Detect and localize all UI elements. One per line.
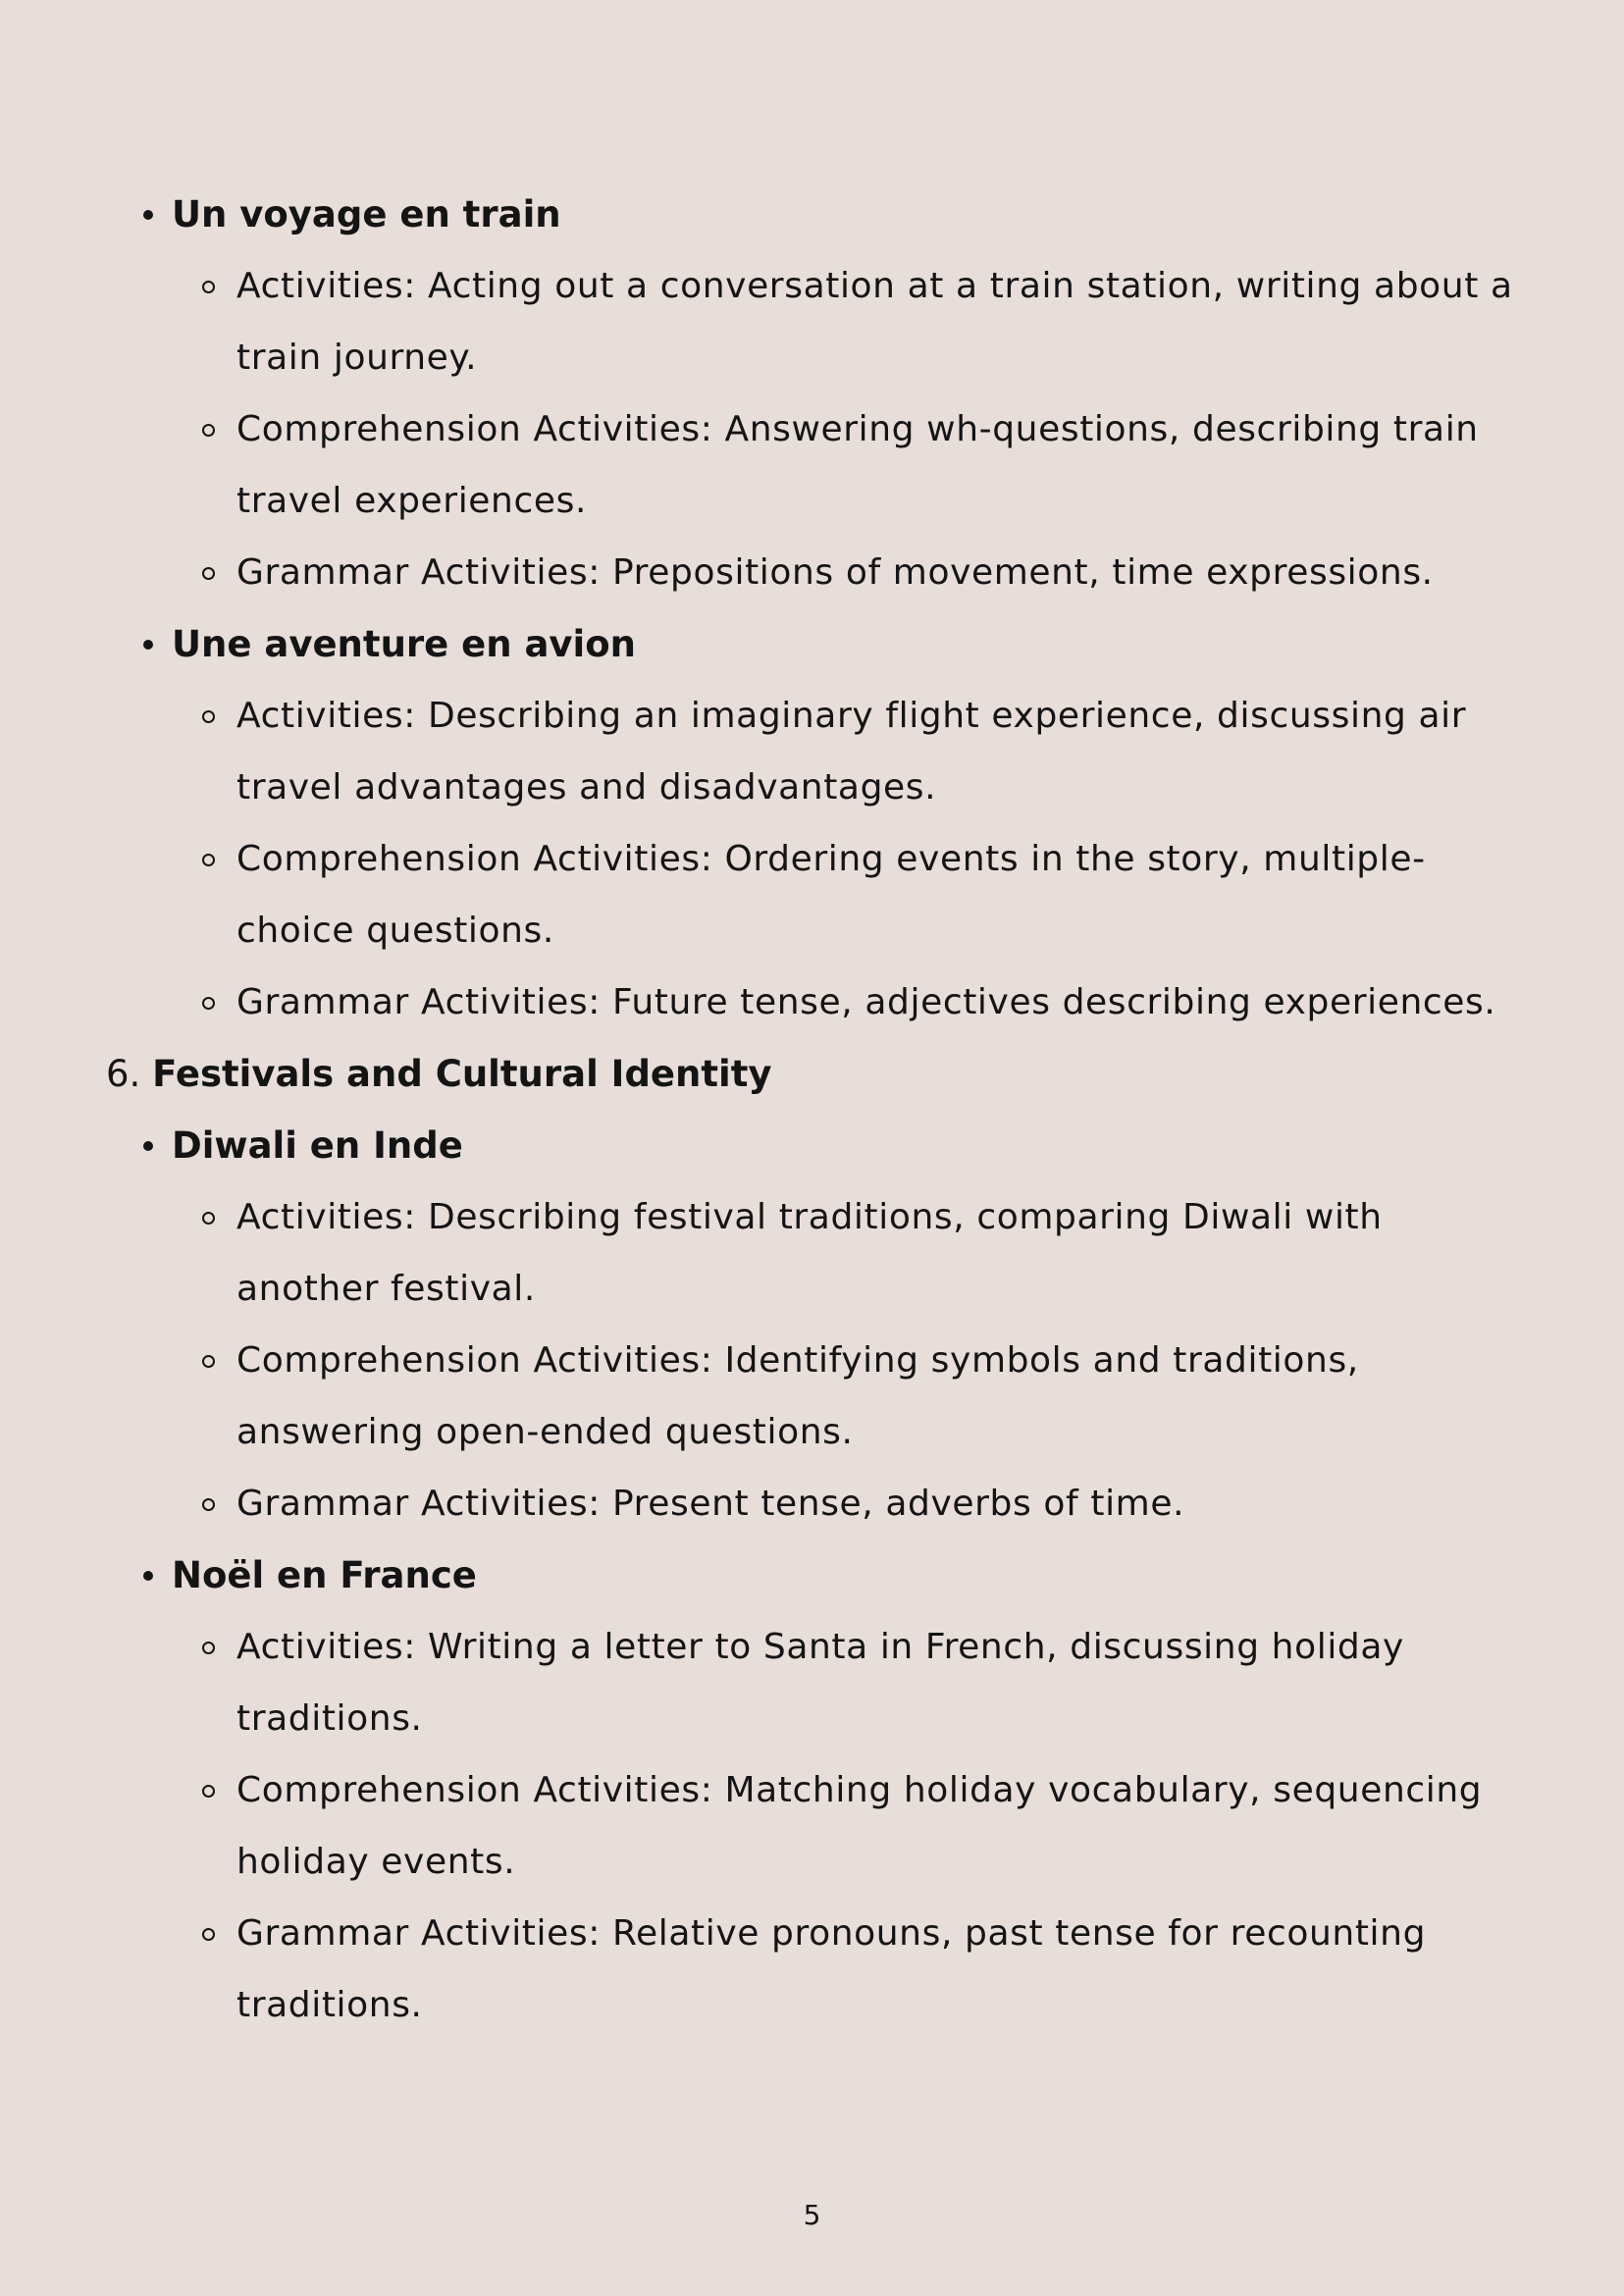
circle-bullet-icon [202,424,215,437]
circle-bullet-icon [202,854,215,866]
item-text: Comprehension Activities: Identifying symbols and traditions, answering open-ended questions. [236,1340,1359,1452]
circle-bullet-icon [202,1498,215,1511]
topic-heading [172,1110,1545,1181]
item-text: Grammar Activities: Prepositions of movement, time expressions. [236,552,1434,593]
section-title: Festivals and Cultural Identity [152,1053,772,1095]
circle-bullet-icon [202,567,215,580]
bullet-icon [143,1571,153,1581]
circle-bullet-icon [202,1928,215,1941]
item-text: Comprehension Activities: Answering wh-questions, describing train travel experiences. [236,409,1479,521]
topic-title: Une aventure en avion [172,623,636,665]
circle-bullet-icon [202,281,215,293]
circle-bullet-icon [202,997,215,1010]
list-item [236,1898,1532,2041]
list-item [236,250,1532,393]
list-item [236,393,1532,537]
circle-bullet-icon [202,1642,215,1654]
list-item [236,1325,1532,1468]
list-item [236,680,1532,823]
item-text: Activities: Acting out a conversation at a train station, writing about a train journey. [236,266,1513,378]
circle-bullet-icon [202,1212,215,1225]
list-item [236,1754,1532,1898]
item-text: Activities: Writing a letter to Santa in French, discussing holiday traditions. [236,1627,1404,1739]
circle-bullet-icon [202,1785,215,1798]
topic-heading [172,179,1545,250]
bullet-icon [143,210,153,220]
list-item [236,966,1532,1038]
topic-heading [172,1539,1545,1611]
list-item [236,1181,1532,1325]
item-text: Comprehension Activities: Matching holiday vocabulary, sequencing holiday events. [236,1770,1483,1882]
item-text: Comprehension Activities: Ordering events in the story, multiple-choice questions. [236,839,1426,951]
list-item [236,1468,1532,1539]
item-text: Grammar Activities: Future tense, adjectives describing experiences. [236,982,1496,1022]
section-heading [106,1038,1529,1110]
circle-bullet-icon [202,710,215,723]
topic-title: Noël en France [172,1554,477,1596]
item-text: Activities: Describing festival traditions, comparing Diwali with another festival. [236,1197,1383,1309]
page-number: 5 [803,2199,821,2231]
topic-heading [172,608,1545,680]
topic-title: Un voyage en train [172,193,561,235]
bullet-icon [143,640,153,650]
list-item [236,823,1532,966]
item-text: Grammar Activities: Relative pronouns, past tense for recounting traditions. [236,1913,1427,2025]
list-item [236,537,1532,608]
item-text: Grammar Activities: Present tense, adverbs of time. [236,1484,1185,1524]
circle-bullet-icon [202,1355,215,1368]
document-body [0,179,1624,2041]
bullet-icon [143,1141,153,1151]
list-item [236,1611,1532,1754]
item-text: Activities: Describing an imaginary flight experience, discussing air travel advantages and disadvantages. [236,696,1467,808]
section-number: 6. [106,1053,141,1095]
topic-title: Diwali en Inde [172,1124,463,1167]
